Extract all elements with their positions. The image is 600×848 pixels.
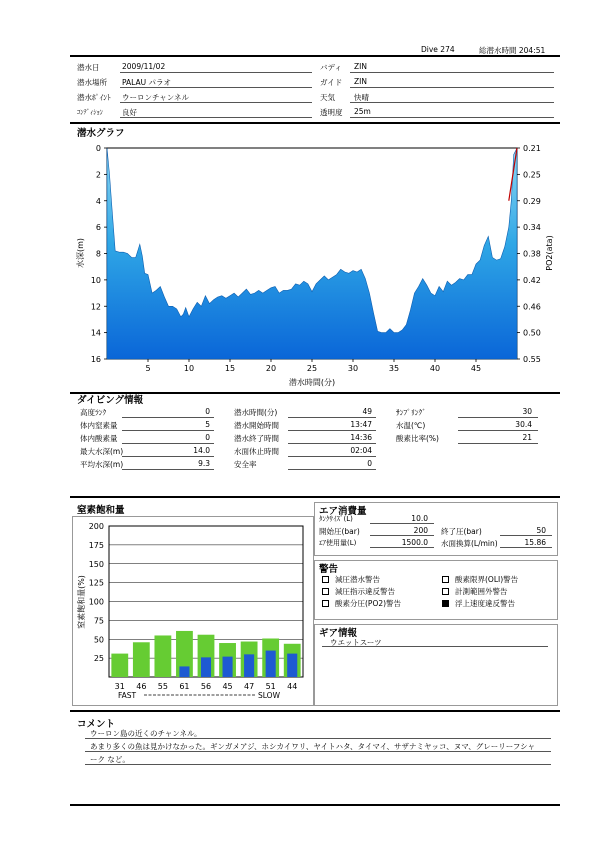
n2-category-label: 44 xyxy=(287,682,298,691)
diving-info-value: 02:04 xyxy=(350,446,372,455)
time-tick-label: 45 xyxy=(470,364,482,373)
comment-line-3: ーク など。 xyxy=(90,755,130,764)
po2-tick-label: 0.38 xyxy=(523,249,541,259)
warning-label: 浮上速度違反警告 xyxy=(455,599,515,608)
total-dive-time: 総潜水時間 204:51 xyxy=(479,46,546,55)
po2-tick-label: 0.42 xyxy=(523,275,541,285)
time-tick-label: 10 xyxy=(183,364,195,373)
n2-category-label: 56 xyxy=(200,682,212,691)
diving-info-value: 5 xyxy=(205,420,210,429)
gear-text: ウエットスーツ xyxy=(330,638,382,647)
po2-tick-label: 0.34 xyxy=(523,223,541,233)
diving-info-label: 最大水深(m) xyxy=(80,447,124,456)
n2-category-label: 61 xyxy=(179,682,190,691)
header-rule xyxy=(70,55,560,57)
diving-info-value: 0 xyxy=(367,459,372,468)
nitrogen-title: 窒素飽和量 xyxy=(77,505,125,516)
slow-label: SLOW xyxy=(258,691,280,700)
end-pressure-label: 終了圧(bar) xyxy=(441,527,482,536)
n2-bar-total xyxy=(111,654,128,677)
n2-bar-inner xyxy=(287,654,297,677)
air-used-value: 1500.0 xyxy=(401,538,428,547)
warning-label: 減圧潜水警告 xyxy=(335,575,380,584)
warning-checkbox xyxy=(442,576,449,583)
diving-info-label: 体内窒素量 xyxy=(80,421,118,430)
n2-tick-label: 75 xyxy=(93,616,104,626)
time-tick-label: 30 xyxy=(347,364,359,373)
diving-info-label: 水面休止時間 xyxy=(234,447,279,456)
buddy-value: ZIN xyxy=(354,62,367,71)
depth-tick-label: 2 xyxy=(95,170,101,180)
n2-tick-label: 175 xyxy=(88,540,104,550)
date-label: 潜水日 xyxy=(77,63,100,72)
n2-tick-label: 50 xyxy=(93,635,104,645)
air-used-label: ｴｱ使用量(L) xyxy=(319,539,357,547)
fast-label: FAST xyxy=(118,691,137,700)
diving-info-value: 0 xyxy=(205,433,210,442)
n2-category-label: 55 xyxy=(157,682,168,691)
n2-category-label: 51 xyxy=(265,682,276,691)
warning-checkbox xyxy=(322,576,329,583)
diving-info-label: 潜水終了時間 xyxy=(234,434,279,443)
diving-info-label: 体内酸素量 xyxy=(80,434,118,443)
dive-xlabel: 潜水時間(分) xyxy=(288,378,336,387)
dive-graph xyxy=(70,138,560,390)
warning-item xyxy=(322,586,395,597)
point-label: 潜水ﾎﾟｲﾝﾄ xyxy=(77,93,111,102)
n2-tick-label: 25 xyxy=(93,654,104,664)
tank-value: 10.0 xyxy=(411,514,428,523)
warning-item xyxy=(442,598,515,609)
condition-label: ｺﾝﾃﾞｨｼｮﾝ xyxy=(77,108,103,116)
comment-line-2: あまり多くの魚は見かけなかった。ギンガメアジ、ホシカイワリ、ヤイトハタ、タイマイ、サザナミヤッコ、ヌマ、グレーリーフシャ xyxy=(90,742,535,751)
depth-tick-label: 12 xyxy=(90,302,101,312)
n2-bar-total xyxy=(154,635,171,677)
diving-info-value: 14:36 xyxy=(350,433,372,442)
guide-value: ZIN xyxy=(354,77,367,86)
warning-checkbox xyxy=(442,588,449,595)
diving-info-label: ｻﾝﾌﾟﾘﾝｸﾞ xyxy=(396,408,426,417)
diving-info-label: 酸素比率(%) xyxy=(396,434,439,443)
n2-tick-label: 200 xyxy=(88,522,104,531)
warning-label: 減圧指示違反警告 xyxy=(335,587,395,596)
dive-ylabel-left: 水深(m) xyxy=(76,237,85,269)
warning-item xyxy=(442,586,508,597)
n2-category-label: 31 xyxy=(114,682,125,691)
diving-info-value: 9.3 xyxy=(198,459,210,468)
n2-category-label: 46 xyxy=(136,682,147,691)
nitrogen-chart xyxy=(72,516,312,704)
warning-item xyxy=(322,574,380,585)
surface-rate-value: 15.86 xyxy=(524,538,546,547)
condition-value: 良好 xyxy=(122,108,137,117)
comment-title: コメント xyxy=(77,719,116,730)
time-tick-label: 40 xyxy=(429,364,441,373)
n2-tick-label: 100 xyxy=(88,597,104,607)
time-tick-label: 5 xyxy=(145,364,151,373)
diving-info-value: 49 xyxy=(362,407,372,416)
buddy-label: バディ xyxy=(320,63,342,72)
warning-checkbox xyxy=(442,600,449,607)
visibility-value: 25m xyxy=(354,107,371,116)
dive-ylabel-right: PO2(ata) xyxy=(545,235,554,271)
diving-info-label: 安全率 xyxy=(234,460,257,469)
po2-tick-label: 0.25 xyxy=(523,170,541,180)
time-tick-label: 20 xyxy=(265,364,277,373)
depth-tick-label: 16 xyxy=(90,355,101,364)
n2-bar-inner xyxy=(223,657,233,677)
start-pressure-label: 開始圧(bar) xyxy=(319,527,360,536)
nitrogen-ylabel: 窒素飽和量(%) xyxy=(77,575,86,629)
comment-line-1: ウーロン島の近くのチャンネル。 xyxy=(90,729,202,738)
warning-label: 酸素分圧(PO2)警告 xyxy=(335,599,402,608)
n2-tick-label: 125 xyxy=(88,578,104,588)
diving-info-label: 潜水開始時間 xyxy=(234,421,279,430)
warning-item xyxy=(322,598,401,609)
air-title: エア消費量 xyxy=(319,506,367,517)
time-tick-label: 35 xyxy=(388,364,400,373)
place-value: PALAU パラオ xyxy=(122,78,172,87)
po2-tick-label: 0.55 xyxy=(523,355,541,364)
time-tick-label: 25 xyxy=(306,364,318,373)
depth-tick-label: 8 xyxy=(95,249,101,259)
diving-info-value: 21 xyxy=(522,433,532,442)
dive-number: Dive 274 xyxy=(421,45,455,54)
diving-info-value: 13:47 xyxy=(350,420,372,429)
tank-label: ﾀﾝｸｻｲｽﾞ(L) xyxy=(319,515,353,523)
n2-bar-total xyxy=(133,642,150,677)
po2-tick-label: 0.50 xyxy=(523,328,541,338)
warning-label: 計測範囲外警告 xyxy=(455,587,508,596)
diving-info-value: 30 xyxy=(522,407,532,416)
depth-tick-label: 4 xyxy=(95,196,101,206)
po2-tick-label: 0.46 xyxy=(523,302,541,312)
visibility-label: 透明度 xyxy=(320,108,343,117)
depth-tick-label: 6 xyxy=(95,223,101,233)
n2-bar-inner xyxy=(201,657,211,677)
n2-bar-inner xyxy=(179,666,189,677)
depth-tick-label: 0 xyxy=(95,144,101,153)
place-label: 潜水場所 xyxy=(77,78,107,87)
warning-item xyxy=(442,574,518,585)
diving-info-value: 30.4 xyxy=(515,420,532,429)
weather-value: 快晴 xyxy=(354,93,369,102)
diving-info-title: ダイビング情報 xyxy=(77,395,144,406)
po2-tick-label: 0.29 xyxy=(523,196,541,206)
dive-graph-title: 潜水グラフ xyxy=(77,128,125,139)
date-value: 2009/11/02 xyxy=(122,62,166,71)
warning-checkbox xyxy=(322,600,329,607)
diving-info-value: 14.0 xyxy=(193,446,210,455)
n2-bar-inner xyxy=(244,654,254,677)
end-pressure-value: 50 xyxy=(536,526,546,535)
gear-title: ギア情報 xyxy=(319,628,358,639)
warning-title: 警告 xyxy=(319,564,339,575)
diving-info-label: 水温(℃) xyxy=(396,421,426,430)
point-value: ウーロンチャンネル xyxy=(122,93,190,102)
diving-info-value: 0 xyxy=(205,407,210,416)
n2-bar-inner xyxy=(266,651,276,677)
warning-checkbox xyxy=(322,588,329,595)
guide-label: ガイド xyxy=(320,78,343,87)
depth-tick-label: 10 xyxy=(90,275,101,285)
time-tick-label: 15 xyxy=(224,364,236,373)
n2-tick-label: 150 xyxy=(88,559,104,569)
diving-info-label: 平均水深(m) xyxy=(80,460,124,469)
start-pressure-value: 200 xyxy=(413,526,428,535)
diving-info-label: 潜水時間(分) xyxy=(234,408,278,417)
warning-label: 酸素限界(OLI)警告 xyxy=(455,575,519,584)
weather-label: 天気 xyxy=(320,93,335,102)
surface-rate-label: 水面換算(L/min) xyxy=(441,539,498,548)
po2-tick-label: 0.21 xyxy=(523,144,541,153)
n2-category-label: 47 xyxy=(244,682,255,691)
n2-category-label: 45 xyxy=(222,682,233,691)
depth-tick-label: 14 xyxy=(90,328,101,338)
diving-info-label: 高度ﾗﾝｸ xyxy=(80,408,107,417)
